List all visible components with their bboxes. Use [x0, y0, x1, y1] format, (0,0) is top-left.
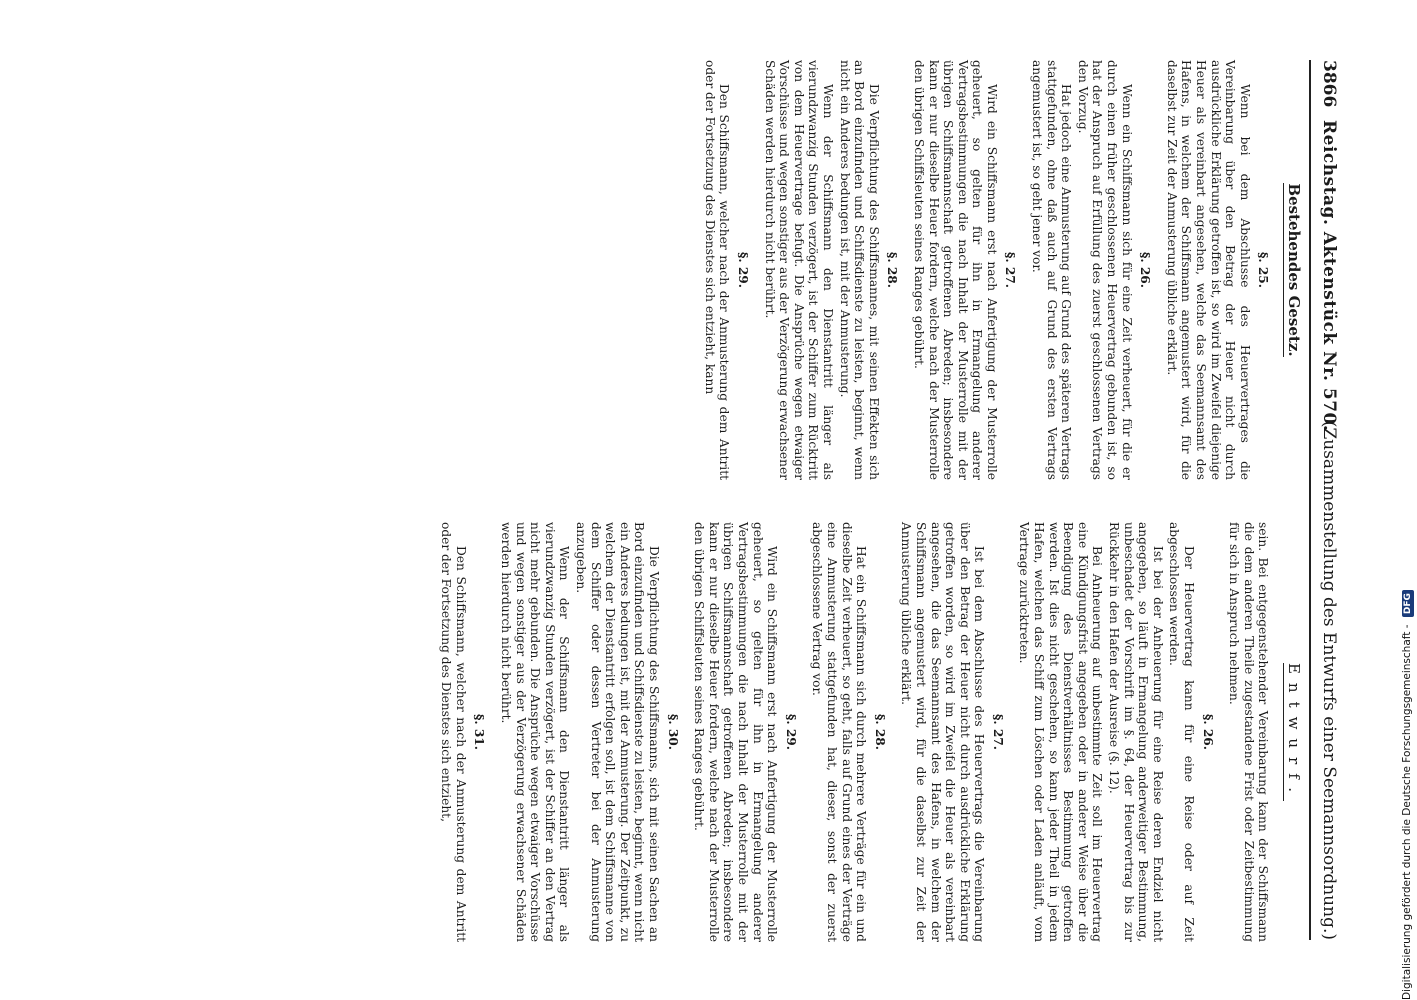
- section-paragraph: Wird ein Schiffsmann erst nach Anfertigung der Musterrolle geheuert, so gelten für ihn in Ermangelung anderer Vertragsbestimmungen die nach Inhalt der Musterrolle mit der übrigen Schiffsmannschaft getroffenen Abreden; insbesondere kann er nur dieselbe Heuer fordern, welche nach der Musterrolle den übrigen Schiffsleuten seines Ranges gebührt.: [911, 60, 999, 480]
- section-number: §. 27.: [1003, 251, 1018, 289]
- section-paragraph: Hat jedoch eine Anmusterung auf Grund des späteren Vertrags stattgefunden, ohne daß auch auf Grund des ersten Vertrags angemustert ist, so geht jener vor.: [1030, 60, 1074, 480]
- section-number: §. 25.: [1256, 251, 1271, 289]
- document-subtitle: (Zusammenstellung des Entwurfs einer Seemannsordnung.): [1319, 420, 1339, 940]
- section-paragraph: Den Schiffsmann, welcher nach der Anmusterung dem Antritt oder der Fortsetzung des Dienstes sich entzieht,: [439, 522, 468, 942]
- document-title: Reichstag. Aktenstück Nr. 570.: [1319, 120, 1339, 432]
- section-number: §. 31.: [472, 713, 487, 751]
- column-title-draft: Entwurf.: [1285, 662, 1303, 802]
- section-paragraph: Hat ein Schiffsmann sich durch mehrere Verträge für ein und dieselbe Zeit verheuert, so geht, falls auf Grund eines der Verträge eine Anmusterung stattgefunden hat, dieser, sonst der zuerst abgeschlossene Vertrag vor.: [810, 522, 869, 942]
- section-paragraph: Ist bei der Anheuerung für eine Reise deren Endziel nicht angegeben, so läuft in Ermangelung anderweitiger Bestimmung, unbeschadet der Vorschrift im §. 64, der Heuervertrag bis zur Rückkehr in den Hafen der Ausreise (§. 12).: [1107, 522, 1165, 942]
- section-number: §. 26.: [1138, 251, 1153, 289]
- section-paragraph: Die Verpflichtung des Schiffsmannes, mit seinen Effekten sich an Bord einzufinden und Schiffsdienste zu leisten, beginnt, wenn nicht ein Anderes bedungen ist, mit der Anmusterung.: [837, 60, 881, 480]
- column-title-existing-law: Bestehendes Gesetz.: [1285, 183, 1303, 357]
- draft-intro: sein. Bei entgegenstehender Vereinbarung kann der Schiffsmann die dem anderen Theile zugestandene Frist oder Zeitbestimmung für sich in Anspruch nehmen.: [1227, 522, 1271, 942]
- dfg-logo: DFG: [1402, 590, 1414, 617]
- section-number: §. 28.: [872, 713, 887, 751]
- section-paragraph: Die Verpflichtung des Schiffsmanns, sich mit seinen Sachen an Bord einzufinden und Schiffsdienste zu leisten, beginnt, wenn nicht ein Anderes bedungen ist, mit der Anmusterung. Der Zeitpunkt, zu welchem der Dienstantritt erfolgen soll, ist dem Schiffsmanne von dem Schiffer oder dessen Vertreter bei der Anmusterung anzugeben.: [574, 522, 662, 942]
- section-paragraph: Ist bei dem Abschlusse des Heuervertrags die Vereinbarung über den Betrag der Heuer nicht durch ausdrückliche Erklärung getroffen worden, so wird im Zweifel die Heuer als vereinbart angesehen, die das Seemannsamt des Hafens, in welchem der Schiffsmann angemustert wird, für die daselbst zur Zeit der Anmusterung übliche erklärt.: [899, 522, 987, 942]
- credit-text: Digitalisierung gefördert durch die Deutsche Forschungsgemeinschaft -: [1401, 624, 1413, 1000]
- section-number: §. 27.: [990, 713, 1005, 751]
- section-paragraph: Wenn der Schiffsmann den Dienstantritt länger als vierundzwanzig Stunden verzögert, ist der Schiffer an den Vertrag nicht mehr gebunden. Die Ansprüche wegen etwaiger Vorschüsse und wegen sonstiger aus der Verzögerung erwachsener Schäden werden hierdurch nicht berührt.: [499, 522, 572, 942]
- section-paragraph: Wenn bei dem Abschlusse des Heuervertrages die Vereinbarung über den Betrag der Heuer nicht durch ausdrückliche Erklärung getroffen ist, so wird im Zweifel diejenige Heuer als vereinbart angesehen, welche das Seemannsamt des Hafens, in welchem der Schiffsmann angemustert wird, für die daselbst zur Zeit der Anmusterung übliche erklärt.: [1164, 60, 1252, 480]
- section-paragraph: Bei Anheuerung auf unbestimmte Zeit soll im Heuervertrag eine Kündigungsfrist angegeben oder in anderer Weise über die Beendigung des Dienstverhältnisses Bestimmung getroffen werden. Ist dies nicht geschehen, so kann jeder Theil in jedem Hafen, welchen das Schiff zum Löschen oder Laden anläuft, vom Vertrage zurücktreten.: [1017, 522, 1105, 942]
- section-number: §. 28.: [885, 251, 900, 289]
- column-existing-law: [700, 60, 1301, 480]
- section-paragraph: Den Schiffsmann, welcher nach der Anmusterung dem Antritt oder der Fortsetzung des Dienstes sich entzieht, kann: [702, 60, 732, 480]
- section-number: §. 30.: [665, 713, 680, 751]
- section-number: §. 29.: [736, 251, 750, 289]
- page-header: [1309, 60, 1345, 940]
- section-number: §. 29.: [783, 713, 798, 751]
- section-paragraph: Der Heuervertrag kann für eine Reise oder auf Zeit abgeschlossen werden.: [1167, 522, 1197, 942]
- section-paragraph: Wenn ein Schiffsmann sich für eine Zeit verheuert, für die er durch einen früher geschlossenen Heuervertrag gebunden ist, so hat der Anspruch auf Erfüllung des zuerst geschlossenen Vertrags den Vorzug.: [1075, 60, 1134, 480]
- column-draft: [437, 522, 1301, 942]
- digitization-credit: [1377, 593, 1413, 1000]
- page-number: 3866: [1319, 60, 1339, 108]
- section-paragraph: Wenn der Schiffsmann den Dienstantritt länger als vierundzwanzig Stunden verzögert, ist der Schiffer zum Rücktritt von dem Heuervertrage befugt. Die Ansprüche wegen etwaiger Vorschüsse und wegen sonstiger aus der Verzögerung erwachsener Schäden werden hierdurch nicht berührt.: [762, 60, 835, 480]
- section-number: §. 26.: [1200, 713, 1215, 751]
- section-paragraph: Wird ein Schiffsmann erst nach Anfertigung der Musterrolle geheuert, so gelten für ihn in Ermangelung anderer Vertragsbestimmungen die nach Inhalt der Musterrolle mit der übrigen Schiffsmannschaft getroffenen Abreden; insbesondere kann er nur dieselbe Heuer fordern, welche nach der Musterrolle den übrigen Schiffsleuten seines Ranges gebührt.: [692, 522, 780, 942]
